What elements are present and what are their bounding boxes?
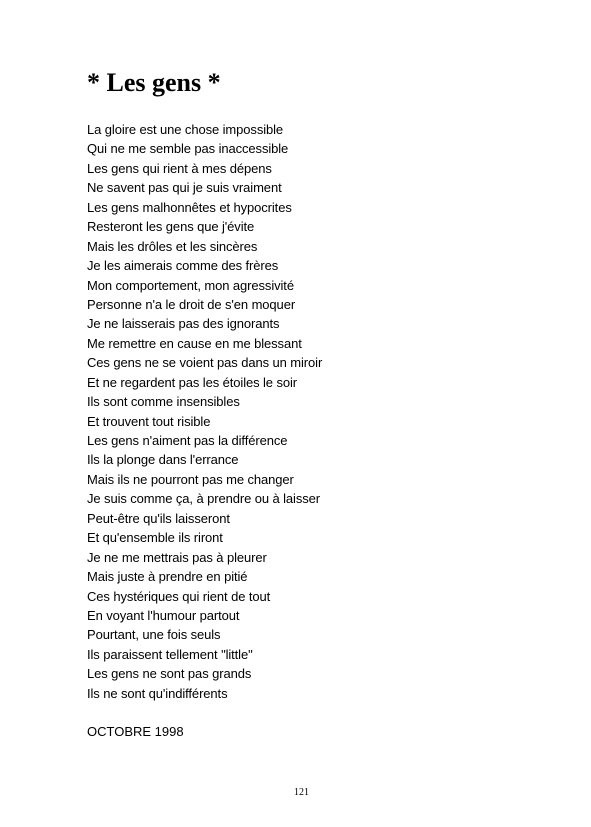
poem-line: Personne n'a le droit de s'en moquer [87,296,296,312]
poem-line: Peut-être qu'ils laisseront [87,510,230,526]
poem-line: Je suis comme ça, à prendre ou à laisser [87,491,320,507]
poem-line: Les gens malhonnêtes et hypocrites [87,199,292,215]
poem-line: Qui ne me semble pas inaccessible [87,141,289,157]
poem-line: En voyant l'humour partout [87,607,240,623]
poem-title: * Les gens * [87,68,221,97]
poem-line: Et qu'ensemble ils riront [87,530,223,546]
poem-line: Ne savent pas qui je suis vraiment [87,180,282,196]
poem-line: Mais juste à prendre en pitié [87,569,248,585]
poem-line: Ils paraissent tellement "little" [87,646,253,662]
poem-line: Mais les drôles et les sincères [87,238,258,254]
poem-line: Et ne regardent pas les étoiles le soir [87,374,297,390]
poem-line: Mon comportement, mon agressivité [87,277,294,293]
poem-line: Les gens qui rient à mes dépens [87,160,272,176]
poem-line: Les gens n'aiment pas la différence [87,433,288,448]
poem-line: La gloire est une chose impossible [87,122,284,137]
poem-line: Je ne laisserais pas des ignorants [87,316,280,332]
poem-line: Me remettre en cause en me blessant [87,335,302,351]
poem-date: OCTOBRE 1998 [87,724,184,739]
poem-line: Les gens ne sont pas grands [87,666,252,682]
poem-line: Je ne me mettrais pas à pleurer [87,549,267,565]
poem-line: Pourtant, une fois seuls [87,627,221,643]
poem-line: Ils la plonge dans l'errance [87,452,239,468]
page-number: 121 [294,787,309,798]
poem-line: Resteront les gens que j'évite [87,219,255,235]
poem-body [87,120,322,703]
poem-line: Et trouvent tout risible [87,413,211,429]
poem-line: Mais ils ne pourront pas me changer [87,471,294,487]
poem-line: Ils sont comme insensibles [87,394,240,410]
poem-line: Ils ne sont qu'indifférents [87,685,228,701]
poem-line: Je les aimerais comme des frères [87,258,279,274]
poem-line: Ces hystériques qui rient de tout [87,588,271,604]
poem-line: Ces gens ne se voient pas dans un miroir [87,355,323,371]
